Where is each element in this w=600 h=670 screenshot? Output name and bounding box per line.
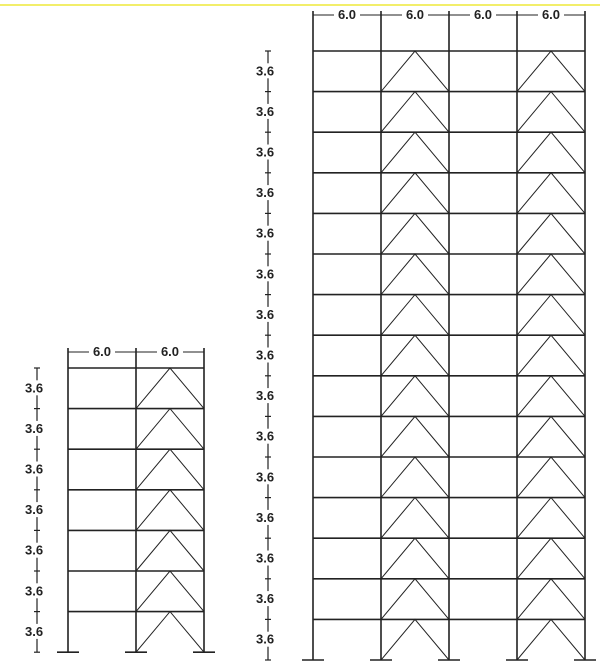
story-height-label: 3.6 [256, 306, 275, 322]
chevron-brace [517, 457, 585, 498]
chevron-brace [517, 619, 585, 660]
chevron-brace [136, 490, 204, 531]
chevron-brace [381, 132, 449, 173]
story-height-label: 3.6 [25, 542, 44, 558]
story-height-label: 3.6 [25, 420, 44, 436]
chevron-brace [381, 376, 449, 417]
chevron-brace [517, 335, 585, 376]
chevron-brace [381, 92, 449, 133]
chevron-brace [517, 376, 585, 417]
chevron-brace [517, 498, 585, 539]
story-height-label: 3.6 [25, 380, 44, 396]
story-height-label: 3.6 [256, 347, 275, 363]
chevron-brace [381, 538, 449, 579]
story-height-label: 3.6 [256, 266, 275, 282]
story-height-label: 3.6 [25, 502, 44, 518]
story-height-label: 3.6 [256, 103, 275, 119]
story-height-label: 3.6 [256, 509, 275, 525]
chevron-brace [517, 538, 585, 579]
chevron-brace [136, 612, 204, 653]
chevron-brace [517, 579, 585, 620]
story-height-label: 3.6 [256, 428, 275, 444]
chevron-brace [381, 457, 449, 498]
story-height-label: 3.6 [25, 583, 44, 599]
bay-width-label: 6.0 [160, 344, 180, 359]
story-height-label: 3.6 [25, 461, 44, 477]
bay-width-label: 6.0 [405, 7, 425, 22]
chevron-brace [381, 295, 449, 336]
chevron-brace [381, 416, 449, 457]
story-height-label: 3.6 [256, 63, 275, 79]
chevron-brace [517, 51, 585, 92]
chevron-brace [517, 213, 585, 254]
chevron-brace [136, 449, 204, 490]
chevron-brace [381, 51, 449, 92]
bay-width-label: 6.0 [337, 7, 357, 22]
story-height-label: 3.6 [256, 185, 275, 201]
chevron-brace [517, 254, 585, 295]
story-height-label: 3.6 [256, 469, 275, 485]
story-height-label: 3.6 [256, 225, 275, 241]
bay-width-label: 6.0 [92, 344, 112, 359]
story-height-label: 3.6 [256, 591, 275, 607]
chevron-brace [381, 498, 449, 539]
chevron-brace [136, 409, 204, 450]
story-height-label: 3.6 [256, 144, 275, 160]
chevron-brace [381, 579, 449, 620]
bay-width-label: 6.0 [541, 7, 561, 22]
fifteen-story-frame [254, 6, 596, 660]
chevron-brace [136, 368, 204, 409]
chevron-brace [381, 173, 449, 214]
story-height-label: 3.6 [256, 388, 275, 404]
story-height-label: 3.6 [256, 631, 275, 647]
seven-story-frame [23, 343, 215, 652]
chevron-brace [381, 213, 449, 254]
story-height-label: 3.6 [256, 550, 275, 566]
chevron-brace [381, 335, 449, 376]
chevron-brace [381, 619, 449, 660]
chevron-brace [136, 530, 204, 571]
chevron-brace [517, 416, 585, 457]
chevron-brace [381, 254, 449, 295]
story-height-label: 3.6 [25, 623, 44, 639]
bay-width-label: 6.0 [473, 7, 493, 22]
chevron-brace [517, 132, 585, 173]
chevron-brace [517, 173, 585, 214]
chevron-brace [517, 92, 585, 133]
chevron-brace [517, 295, 585, 336]
chevron-brace [136, 571, 204, 612]
